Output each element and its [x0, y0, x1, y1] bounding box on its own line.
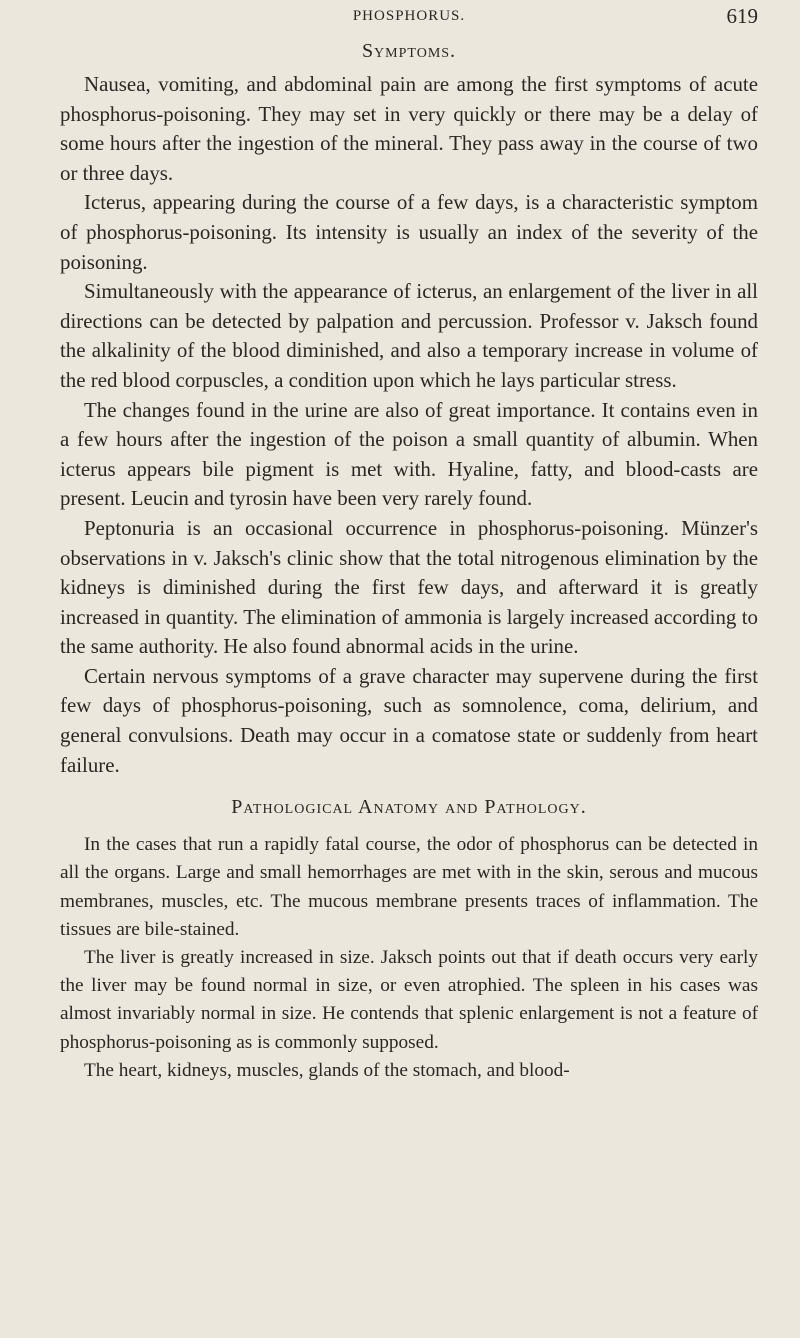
section-symptoms	[60, 40, 758, 780]
paragraph: Certain nervous symptoms of a grave character may supervene during the first few days of phosphorus-poisoning, such as somnolence, coma, delirium, and general convulsions. Death may occur in a comatose state or suddenly from heart failure.	[60, 663, 758, 777]
paragraph: Nausea, vomiting, and abdominal pain are among the first symptoms of acute phosphorus-poisoning. They may set in very quickly or there may be a delay of some hours after the ingestion of the mineral. They pass away in the course of two or three days.	[60, 72, 758, 185]
paragraph: The liver is greatly increased in size. Jaksch points out that if death occurs very early the liver may be found normal in size, or even atrophied. The spleen in his cases was almost invariably normal in size. He contends that splenic enlargement is not a feature of phosphorus-poisoning as is commonly supposed.	[60, 947, 758, 1053]
paragraph: The changes found in the urine are also of great importance. It contains even in a few hours after the ingestion of the poison a small quantity of albumin. When icterus appears bile pigment is met with. Hyaline, fatty, and blood-casts are present. Leucin and tyrosin have been very rarely found.	[60, 397, 758, 511]
running-head	[60, 0, 758, 40]
paragraph: In the cases that run a rapidly fatal course, the odor of phosphorus can be detected in all the organs. Large and small hemorrhages are met with in the skin, serous and mucous membranes, muscles, etc. The mucous membrane presents traces of inflammation. The tissues are bile-stained.	[60, 834, 758, 940]
paragraph: Simultaneously with the appearance of icterus, an enlargement of the liver in all directions can be detected by palpation and percussion. Professor v. Jaksch found the alkalinity of the blood diminished, and also a temporary increase in volume of the red blood corpuscles, a condition upon which he lays particular stress.	[60, 279, 758, 392]
section-heading: Pathological Anatomy and Pathology.	[231, 796, 587, 819]
page-number: 619	[726, 4, 758, 28]
running-title: PHOSPHORUS.	[352, 8, 466, 24]
paragraph: Icterus, appearing during the course of a few days, is a characteristic symptom of phosphorus-poisoning. Its intensity is usually an index of the severity of the poisoning.	[60, 190, 758, 274]
section-pathological-anatomy	[60, 796, 758, 1085]
paragraph: Peptonuria is an occasional occurrence in phosphorus-poisoning. Münzer's observations in v. Jaksch's clinic show that the total nitrogenous elimination by the kidneys is diminished during the first few days, and afterward it is greatly increased in quantity. The elimination of ammonia is largely increased according to the same authority. He also found abnormal acids in the urine.	[60, 515, 758, 659]
paragraph: The heart, kidneys, muscles, glands of the stomach, and blood-	[84, 1059, 570, 1081]
section-heading: Symptoms.	[361, 40, 457, 62]
